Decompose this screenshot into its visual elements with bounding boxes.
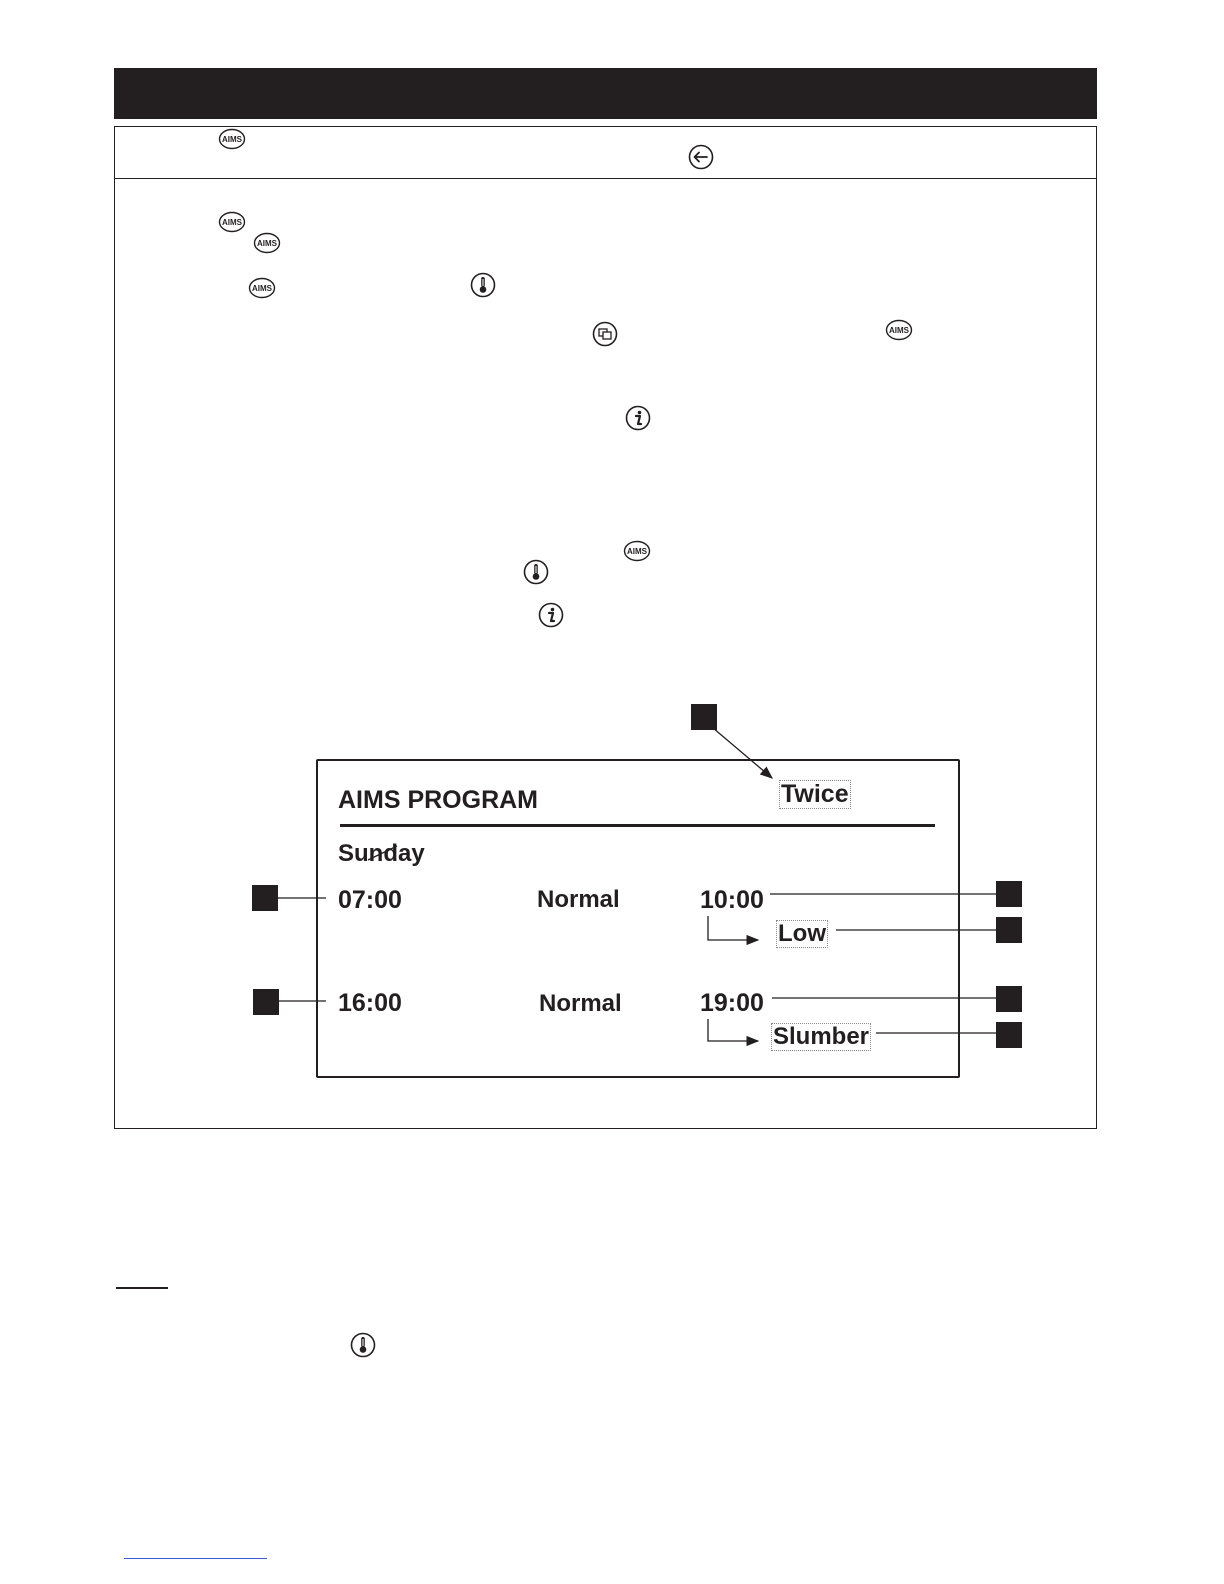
aims-button-icon — [253, 232, 281, 254]
svg-text:AIMS: AIMS — [889, 326, 909, 335]
copy-icon — [592, 321, 618, 347]
display-title: AIMS PROGRAM — [338, 786, 538, 814]
aims-button-icon — [885, 319, 913, 341]
svg-text:AIMS: AIMS — [252, 284, 272, 293]
back-arrow-icon — [688, 144, 714, 170]
intro-box — [114, 126, 1097, 179]
display-divider — [340, 824, 935, 827]
thermometer-icon — [350, 1332, 376, 1358]
callout-period-2-start — [253, 989, 279, 1015]
period-2-end: 19:00 — [700, 989, 764, 1017]
period-1-end: 10:00 — [700, 886, 764, 914]
period-1-start: 07:00 — [338, 886, 402, 914]
period-1-after-mode: Low — [778, 920, 826, 947]
callout-frequency — [691, 704, 717, 730]
aims-button-icon — [218, 128, 246, 150]
callout-period-2-end — [996, 986, 1022, 1012]
aims-button-icon — [623, 540, 651, 562]
section-header-bar — [114, 68, 1097, 119]
aims-button-icon — [218, 211, 246, 233]
display-frequency: Twice — [781, 780, 849, 808]
thermometer-icon — [470, 272, 496, 298]
thermometer-icon — [523, 559, 549, 585]
info-icon — [538, 602, 564, 628]
note-heading-underline — [116, 1287, 168, 1289]
aims-button-icon — [248, 277, 276, 299]
svg-text:AIMS: AIMS — [222, 135, 242, 144]
period-2-after-mode: Slumber — [773, 1023, 870, 1050]
callout-period-1-start — [252, 885, 278, 911]
footer-link-underline[interactable] — [124, 1558, 267, 1559]
info-icon — [625, 405, 651, 431]
svg-text:AIMS: AIMS — [627, 547, 647, 556]
period-1-mode: Normal — [537, 886, 620, 913]
svg-text:AIMS: AIMS — [222, 218, 242, 227]
display-day: Sunday — [338, 840, 425, 867]
callout-period-1-end — [996, 881, 1022, 907]
svg-text:AIMS: AIMS — [257, 239, 277, 248]
callout-period-1-after-mode — [996, 917, 1022, 943]
callout-period-2-after-mode — [996, 1022, 1022, 1048]
period-2-start: 16:00 — [338, 989, 402, 1017]
period-2-mode: Normal — [539, 990, 622, 1017]
